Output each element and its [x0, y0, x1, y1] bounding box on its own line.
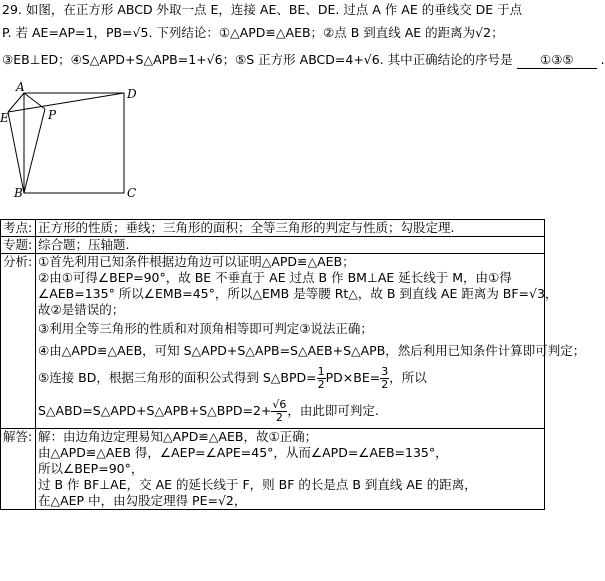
fenxi-line-8	[38, 394, 542, 428]
vertex-label-c: C	[127, 186, 137, 200]
jieda-label: 解答:	[1, 429, 36, 510]
fraction-numerator: 1	[317, 365, 325, 378]
segment-ed	[8, 93, 124, 112]
row-jieda	[1, 429, 545, 510]
fraction-one-half	[317, 366, 326, 391]
fenxi-line-8b: ，由此即可判定.	[287, 403, 379, 418]
fraction-numerator: √6	[272, 398, 287, 411]
zhuanti-line: 综合题；压轴题.	[38, 237, 130, 252]
zhuanti-text	[36, 237, 545, 254]
kaodian-line: 正方形的性质；垂线；三角形的面积；全等三角形的判定与性质；勾股定理.	[38, 220, 455, 235]
vertex-label-a: A	[16, 80, 25, 94]
jieda-line-2: 由△APD≌△AEB 得，∠AEP=∠APE=45°，从而∠APD=∠AEB=135°，	[38, 445, 448, 460]
segment-ae	[8, 93, 24, 112]
fenxi-label: 分析:	[1, 254, 36, 429]
problem-line-3	[2, 52, 605, 69]
fenxi-line-2: ②由①可得∠BEP=90°，故 BE 不垂直于 AE 过点 B 作 BM⊥AE 延长线于 M，由①得	[38, 270, 512, 285]
row-zhuanti	[1, 237, 545, 254]
fraction-denominator: 2	[381, 378, 389, 391]
fenxi-line-8a: S△ABD=S△APD+S△APB+S△BPD=2+	[38, 403, 272, 418]
jieda-line-3: 所以∠BEP=90°，	[38, 461, 144, 476]
segment-ap	[24, 93, 45, 109]
jieda-text	[36, 429, 545, 510]
row-fenxi	[1, 254, 545, 429]
vertex-label-d: D	[127, 87, 137, 101]
fenxi-text	[36, 254, 586, 429]
fenxi-line-7a: ⑤连接 BD，根据三角形的面积公式得到 S△BPD=	[38, 370, 317, 385]
jieda-line-5: 在△AEP 中，由勾股定理得 PE=√2，	[38, 493, 247, 508]
solution-table	[0, 219, 586, 510]
problem-line-2: P. 若 AE=AP=1，PB=√5. 下列结论：①△APD≌△AEB；②点 B 到直线 AE 的距离为√2；	[2, 25, 504, 40]
problem-line-1: 29. 如图，在正方形 ABCD 外取一点 E，连接 AE、BE、DE. 过点 A 作 AE 的垂线交 DE 于点	[2, 2, 523, 17]
fraction-three-halves	[380, 366, 389, 391]
problem-line-3-prefix: ③EB⊥ED；④S△APD+S△APB=1+√6；⑤S 正方形 ABCD=4+√6. 其中正确结论的序号是	[2, 52, 513, 67]
zhuanti-label: 专题:	[1, 237, 36, 254]
row-kaodian	[1, 220, 545, 237]
vertex-label-p: P	[48, 108, 57, 122]
fenxi-line-5: ③利用全等三角形的性质和对顶角相等即可判定③说法正确；	[38, 321, 373, 336]
answer-blank: ①③⑤	[517, 52, 597, 69]
fraction-denominator: 2	[317, 378, 325, 391]
jieda-line-4: 过 B 作 BF⊥AE，交 AE 的延长线于 F，则 BF 的长是点 B 到直线 AE 的距离，	[38, 477, 477, 492]
segment-eb	[8, 112, 24, 193]
fenxi-line-7b: PD×BE=	[325, 370, 381, 385]
problem-line-3-suffix: .	[600, 52, 605, 67]
kaodian-text	[36, 220, 545, 237]
vertex-label-b: B	[14, 186, 23, 200]
geometry-figure	[0, 78, 160, 198]
kaodian-label: 考点:	[1, 220, 36, 237]
fenxi-line-4: 故②是错误的；	[38, 302, 125, 317]
fraction-sqrt6-half	[271, 399, 287, 424]
fenxi-line-7c: ，所以	[389, 370, 427, 385]
fenxi-line-6: ④由△APD≌△AEB，可知 S△APD+S△APB=S△AEB+S△APB，然后利用已知条件计算即可判定；	[38, 343, 586, 358]
jieda-line-1: 解：由边角边定理易知△APD≌△AEB，故①正确；	[38, 429, 318, 444]
fraction-denominator: 2	[275, 411, 283, 424]
fenxi-line-7	[38, 362, 542, 394]
vertex-label-e: E	[0, 111, 9, 125]
segment-pb	[24, 109, 45, 193]
fenxi-line-1: ①首先利用已知条件根据边角边可以证明△APD≌△AEB；	[38, 254, 355, 269]
square-abcd	[24, 93, 124, 193]
fraction-numerator: 3	[381, 365, 389, 378]
fenxi-line-3: ∠AEB=135° 所以∠EMB=45°，所以△EMB 是等腰 Rt△，故 B 到直线 AE 距离为 BF=√3，	[38, 286, 558, 301]
